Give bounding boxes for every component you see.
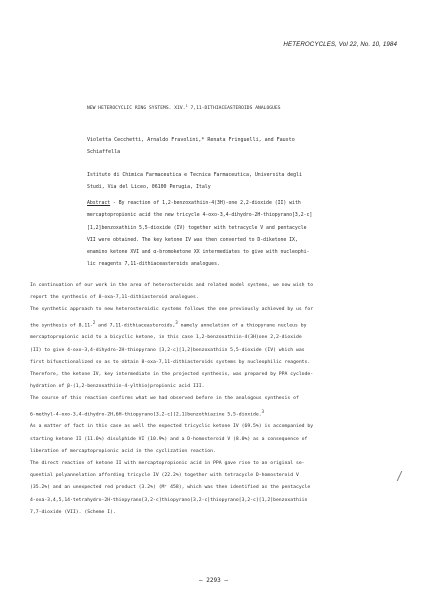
abstract-line: lic reagents 7,11-dithiaceasteroids analogues. bbox=[87, 262, 220, 268]
author-line: Violetta Cecchetti, Arnaldo Fravolini,* Renata Fringuelli, and Fausto bbox=[87, 137, 295, 143]
page-number: — 2293 — bbox=[199, 577, 228, 584]
abstract-line: mercaptopropionic acid the new tricycle 4-oxo-3,4-dihydro-2H-thiopyrano[3,2-c] bbox=[87, 213, 313, 219]
affiliation-line: Studi, Via del Liceo, 06100 Perugia, Italy bbox=[87, 184, 211, 190]
title-footnote-ref: 1 bbox=[185, 104, 188, 108]
body-line: starting ketone II (11.6%) disulphide VI (10.9%) and a D-homosteroid V (8.0%) as a consequence of bbox=[30, 436, 308, 442]
body-line: (35.2%) and an unexpected red product (3.2%) (M⁺ 458), which was then identified as the pentacycle bbox=[30, 485, 311, 491]
journal-header: HETEROCYCLES, Vol 22, No. 10, 1984 bbox=[283, 41, 397, 48]
author-list bbox=[87, 134, 407, 158]
body-text bbox=[30, 280, 407, 519]
body-line: As a matter of fact in this case as well the expected tricyclic ketone IV (69.5%) is accompanied by bbox=[30, 424, 314, 430]
body-line: hydration of β-(1,2-benzoxathiin-4-ylthio)propionic acid III. bbox=[30, 384, 205, 390]
body-line: first bifunctionalized so as to obtain 8-oxa-7,11-dithiasteroids systems by nucleophilic reagents. bbox=[30, 359, 311, 365]
reference-superscript: 3 bbox=[261, 408, 265, 414]
abstract-line bbox=[87, 198, 407, 210]
body-line: The course of this reaction confirms what we had observed before in the analogous synthesis of bbox=[30, 396, 299, 402]
body-line: 6-methyl-4-oxo-3,4-dihydro-2H,6H-thiopyrano[3,2-c][2,1]benzothiazine 5,5-dioxide.$^3$ bbox=[30, 408, 265, 418]
abstract-line: enamino ketone XVI and α-bromoketone XX intermediates to give with nucleophi- bbox=[87, 250, 310, 256]
reference-superscript: 3 bbox=[175, 319, 178, 325]
abstract-line: VII were obtained. The key ketone IV was then converted to D-diketone IX, bbox=[87, 237, 298, 243]
author-line: Schiaffella bbox=[87, 149, 121, 155]
body-line: report the synthesis of 8-oxa-7,11-dithiasteroid analogues. bbox=[30, 295, 199, 301]
body-line: The synthetic approach to new heterosteroidic systems follows the one previously achieved by us for bbox=[30, 307, 314, 313]
body-line: quential polyannelation affording tricycle IV (22.2%) together with tetracycle D-homosteroid V bbox=[30, 473, 299, 479]
affiliation-line: Istituto di Chimica Farmaceutica e Tecnica Farmaceutica, Universita degli bbox=[87, 172, 302, 178]
abstract bbox=[87, 198, 407, 272]
abstract-text: - By reaction of 1,2-benzoxathiin-4(3H)-one 2,2-dioxide (II) with bbox=[110, 201, 301, 206]
body-line: the synthesis of 8,11-$^2$ and 7,11-dithiaceasteroids,$^3$ namely annelation of a thiopyrane nucleus by bbox=[30, 319, 307, 329]
title-main: NEW HETEROCYCLIC RING SYSTEMS. XIV. bbox=[87, 106, 186, 111]
reference-superscript: 2 bbox=[92, 319, 96, 325]
body-line: mercaptopropionic acid to a bicyclic ketone, in this case 1,2-benzoxathiin-4(3H)one 2,2-dioxide bbox=[30, 335, 302, 341]
article-title bbox=[87, 104, 407, 111]
title-rest: 7,11-DITHIACEASTEROIDS ANALOGUES bbox=[187, 106, 281, 111]
body-line: liberation of mercaptopropionic acid in the cyclization reaction. bbox=[30, 448, 216, 454]
abstract-line: [1,2]benzoxathiin 5,5-dioxide (IV) together with tetracycle V and pentacycle bbox=[87, 225, 307, 231]
body-line: The direct reaction of ketone II with mercaptopropionic acid in PPA gave rise to an original se- bbox=[30, 461, 305, 466]
abstract-label: Abstract bbox=[87, 201, 111, 206]
body-line: (II) to give 4-oxo-3,4-dihydro-2H-thiopyrano [3,2-c][1,2]benzoxathiin 5,5-dioxide (IV) which was bbox=[30, 347, 305, 353]
body-line: Therefore, the ketone IV, key intermediate in the projected synthesis, was prepared by PPA cyclode- bbox=[30, 372, 314, 377]
affiliation bbox=[87, 169, 407, 193]
body-line: 4-oxa-3,4,5,14-tetrahydro-2H-thiopyrano[3,2-c]thiopyrano[3,2-c]thiopyrano[3,2-c][1,2]benzoxathiin bbox=[30, 497, 308, 503]
body-line: In continuation of our work in the area of heterosteroids and related model systems, we now wish to bbox=[30, 283, 314, 288]
body-line: 7,7-dioxide (VII). (Scheme I). bbox=[30, 509, 116, 515]
